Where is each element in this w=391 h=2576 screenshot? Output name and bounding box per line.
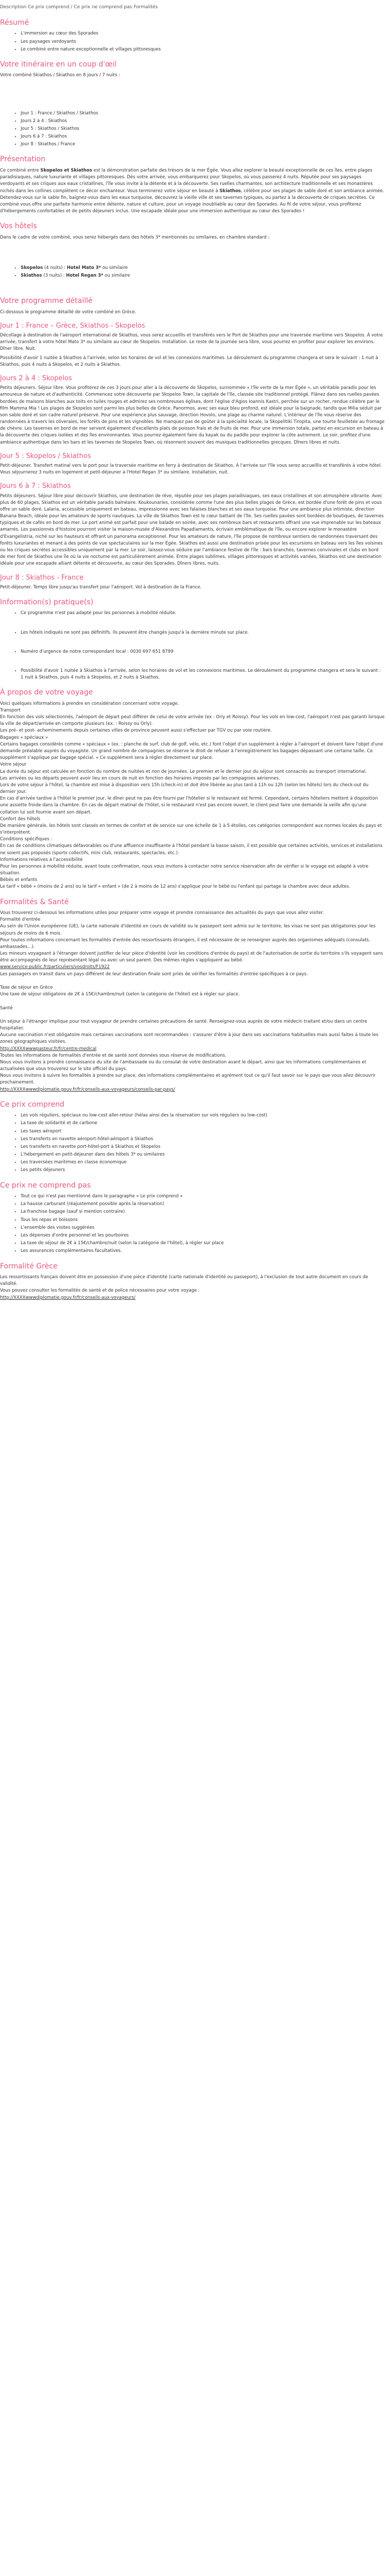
hotel-suffix: ou similaire bbox=[103, 273, 131, 279]
list-item: • Numéro d'urgence de notre correspondant local : 0030 697 651 8799 bbox=[21, 649, 385, 655]
list-item: • L'immersion au cœur des Sporades bbox=[21, 30, 385, 37]
text-line: Informations relatives à l'accessibilité bbox=[0, 857, 83, 862]
about-lines bbox=[0, 701, 385, 891]
text-line bbox=[0, 998, 385, 1005]
includes-list bbox=[0, 1112, 385, 1174]
day-text: Petits déjeuners. Séjour libre pour découvrir Skiathos, une destination de rêve, réputée pour ses plages paradisiaques, ses eaux cristallines et son atmosphère vibrante. Avec plus de 60 plages, Skiathos est un véritable paradis balnéaire. Koukounaries, considérée comme l'une des plus belles plages de Grèce, est bordée d'une forêt de pins et vous offre un sable doré. Lalaria, accessible uniquement en bateau, impressionne avec ses falaises blanches et ses eaux turquoise. Pour une ambiance plus intimiste, direction Banana Beach, idéale pour les amateurs de sports nautiques. La ville de Skiathos Town est le cœur battant de l'île. Ses ruelles pavées sont bordées de boutiques, de tavernes typiques et de cafés en bord de mer. Le port animé est parfait pour une balade en soirée, avec ses nombreux bars et restaurants offrant une vue imprenable sur les bateaux amarrés. Les passionnés d'histoire pourront visiter la maison-musée d'Alexandros Papadiamantis, écrivain emblématique de l'île, ou encore explorer le monastère d'Evangelistria, niché sur les hauteurs et offrant un panorama exceptionnel. Pour les amateurs de nature, l'île propose de nombreux sentiers de randonnées traversant des forêts luxuriantes et menant à des points de vue spectaculaires sur la mer Égée. Skiathos est aussi une destination prisée pour les excursions en bateau vers les îles voisines ou les criques secrètes accessibles uniquement par la mer. Le soir, laissez-vous séduire par l'ambiance festive de l'île : bars branchés, tavernes conviviales et clubs en bord de mer font de Skiathos une île où la vie nocturne est particulièrement animée. Entre plages sublimes, villages pittoresques et activités variées, Skiathos est une destination idéale pour une escapade alliant détente et découverte, au cœur des Sporades. Dîners libres, nuits. bbox=[0, 493, 384, 567]
external-link[interactable]: http://XXXXwwwdiplomatie.gouv.fr/fr/conseils-aux-voyageurs/conseils-par-pays/ bbox=[0, 1087, 175, 1092]
text-line: Les pré- et post- acheminements depuis certaines villes de province peuvent aussi s'effectuer par TGV ou par voie routière. bbox=[0, 728, 272, 734]
day-text: Petit-déjeuner. Transfert matinal vers le port pour la traversée maritime en ferry à destination de Skiathos. À l'arrivée sur l'île vous serez accueillis et transférés à votre hôtel. Vous séjournerez 3 nuits en logement et petit-déjeuner à l'Hotel Regan 3* ou similaire. Installation, nuit. bbox=[0, 463, 382, 476]
text-line: Transport bbox=[0, 707, 21, 713]
list-item: • Les dépenses d'ordre personnel et les pourboires bbox=[21, 1232, 385, 1239]
text-line: Confort des hôtels bbox=[0, 816, 40, 822]
text-line: Un séjour à l'étranger implique pour tout voyageur de prendre certaines précautions de santé. Renseignez-vous auprès de votre médecin traitant et/ou dans un centre hospitalier. bbox=[0, 1019, 367, 1031]
section-heading-programme: Votre programme détaillé bbox=[0, 297, 93, 306]
text-line: En cas de conditions climatiques défavorables ou d'une affluence insuffisante à l'hôtel pendant la basse saison, il est possible que certaines activités, services et installations ne soient pas proposés (sports collectifs, mini club, restaurants, spectacles, etc.). bbox=[0, 843, 383, 856]
text-line: Nous vous invitons à prendre connaissance du site de l'ambassade ou du consulat de votre destination avant le départ, ainsi que les informations complémentaires et actualisées que vous trouverez sur le site officiel du pays. bbox=[0, 1059, 366, 1072]
section-resume bbox=[0, 19, 385, 53]
text-line: Les mineurs voyageant à l'étranger doivent justifier de leur pièce d'identité (voir les conditions d'entrée du pays) et de l'autorisation de sortie du territoire s'ils voyagent sans être accompagnés de leur représentant légal ou avec un seul parent. Des mêmes règles s'appliquent au bébé. bbox=[0, 951, 383, 963]
day-title: Jour 8 : Skiathos - France bbox=[0, 573, 84, 582]
day-text: Petits déjeuners. Séjour libre. Vous profiterez de ces 3 jours pour aller à la découverte de Skopelos, surnommée « l'île verte de la mer Égée », un véritable paradis pour les amoureux de nature et d'authenticité. Commencez votre découverte par Skopelos Town, la capitale de l'île, classée site traditionnel protégé. Flânez dans ses ruelles pavées bordées de maisons blanches aux toits en tuiles rouges et admirez ses nombreuses églises, dont l'église d'Agios Ioannis Kastri, perchée sur un rocher, rendue célèbre par le film Mamma Mia ! Les plages de Skopelos sont parmi les plus belles de Grèce. Panormos, avec ses eaux bleu profond, est idéale pour la baignade, tandis que Milia séduit par son sable doré et son cadre naturel préservé. Pour une expérience plus sauvage, direction Hovolo, une plage au charme naturel. L'intérieur de l'île vous réserve des randonnées à travers les oliveraies, les forêts de pins et les vignobles. Ne manquez pas de goûter à la spécialité locale, la Skopelitiki Tiropita, une tourte feuilletée au fromage de chèvre. Les tavernes en bord de mer servent également d'excellents plats de poisson frais et de fruits de mer. Pour une immersion totale, partez en excursion en bateau à la découverte des criques isolées et des îles environnantes. Vous pourrez également faire du kayak ou du paddle pour explorer la côte autrement. Le soir, profitez d'une ambiance authentique dans les bars et les tavernes de Skopelos Town, où résonnent souvent des musiques traditionnelles grecques. Dîners libres et nuits. bbox=[0, 385, 385, 445]
text-line: Bébés et enfants bbox=[0, 877, 38, 883]
section-health bbox=[0, 898, 385, 1093]
list-item: • Les paysages verdoyants bbox=[21, 39, 385, 45]
section-heading-formality: Formalité Grèce bbox=[0, 1262, 58, 1270]
section-presentation bbox=[0, 155, 385, 215]
section-about bbox=[0, 688, 385, 890]
text-bold: Skiathos bbox=[219, 188, 241, 194]
hotel-nights: (3 nuits) : bbox=[42, 273, 67, 279]
text-line: Une taxe de séjour obligatoire de 2€ à 15€/chambre/nuit (selon la catégorie de l'hôtel) est à régler sur place. bbox=[0, 992, 240, 997]
list-item: • Les vols réguliers, spéciaux ou low-cost aller-retour (hélas ainsi des la réservation sur vols réguliers ou low-cost) bbox=[21, 1112, 385, 1119]
section-programme bbox=[0, 297, 385, 591]
section-heading-practical: Information(s) pratique(s) bbox=[0, 598, 93, 606]
text-line: La durée du séjour est calculée en fonction du nombre de nuitées et non de journées. Le premier et le dernier jour du séjour sont consacrés au transport international. bbox=[0, 769, 367, 774]
external-link[interactable]: http://XXXXwwwpasteur.fr/fr/centre-medical bbox=[0, 1046, 97, 1052]
day-note: Possibilité d'avoir 1 nuitée à Skiathos à l'arrivée, selon les horaires de vol et les connexions maritimes. Le déroulement du programme changera et sera le suivant : 1 nuit à Skiathos, puis 4 nuits à Skopelos, et 2 nuits à Skiathos. bbox=[0, 355, 379, 367]
list-item: • La taxe de séjour de 2€ à 15€/chambre/nuit (selon la catégorie de l'hôtel), à régler sur place bbox=[21, 1240, 385, 1247]
list-item: • Les transferts en navette aéroport-hôtel-aéroport à Skiathos bbox=[21, 1136, 385, 1143]
text-line: Le tarif « bébé » (moins de 2 ans) ou le tarif « enfant » (de 2 à moins de 12 ans) s'applique pour le bébé ou l'enfant qui partage la chambre avec deux adultes. bbox=[0, 884, 350, 890]
external-link[interactable]: http://XXXXwwwdiplomatie.gouv.fr/fr/conseils-aux-voyageurs/ bbox=[0, 1295, 136, 1300]
itinerary-subtitle: Votre combiné Skiathos / Skiathos en 8 jours / 7 nuits : bbox=[0, 73, 120, 78]
list-item: • Tous les repas et boissons bbox=[21, 1217, 385, 1224]
day-text: Petit-déjeuner. Temps libre jusqu'au transfert pour l'aéroport. Vol à destination de la France. bbox=[0, 584, 202, 590]
list-item: • Les petits déjeuners bbox=[21, 1167, 385, 1174]
section-includes bbox=[0, 1100, 385, 1174]
itinerary-list bbox=[0, 110, 385, 148]
text-line: Vous trouverez ci-dessous les informations utiles pour préparer votre voyage et prendre connaissance des actualités du pays que vous allez visiter. bbox=[0, 910, 324, 916]
text-run: est la démonstration parfaite des trésors de la mer Égée. Vous allez explorer la beauté exceptionnelle de ces îles, entre plages paradisiaques, nature luxuriante et villages pittoresques. Dès votre arrivée, vous embarquerez pour Skopelos, où vous passerez 4 nuits. Réputée pour ses paysages verdoyants et ses criques aux eaux cristallines, l'île vous invite à la détente et à la découverte. Ses ruelles charmantes, son architecture traditionnelle et ses monastères nichés dans les collines complètent ce décor enchanteur. Vous terminerez votre séjour en beauté à bbox=[0, 167, 373, 194]
health-lines bbox=[0, 910, 385, 1093]
hotel-nights: (4 nuits) : bbox=[43, 265, 67, 270]
text-line: Les arrivées ou les départs peuvent avoir lieu en cours de nuit en fonction des horaires imposés par les compagnies aériennes. bbox=[0, 775, 280, 781]
text-line: Formalité d'entrée bbox=[0, 917, 41, 923]
hotel-name: Hotel Mato 3* bbox=[67, 265, 101, 270]
day-title: Jour 5 : Skopelos / Skiathos bbox=[0, 452, 91, 460]
list-item: • Le combiné entre nature exceptionnelle et villages pittoresques bbox=[21, 46, 385, 53]
programme-intro: Ci-dessous le programme détaillé de votre combiné en Grèce. bbox=[0, 309, 136, 315]
text-line: Certains bagages considérés comme « spéciaux » (ex. : planche de surf, club de golf, vélo, etc.) font l'objet d'un supplément à régler à l'aéroport et doivent faire l'objet d'une demande préalable auprès du voyagiste. Un grand nombre de compagnies se réserve le droit de refuser à l'enregistrement les bagages dépassant une certaine taille. Ce supplément s'applique par bagage spécial. « Ce supplément sera à régler directement sur place. bbox=[0, 741, 383, 761]
day-title: Jours 6 à 7 : Skiathos bbox=[0, 482, 71, 490]
text-run: , célèbre pour ses plages de sable doré et son ambiance animée. Détendez-vous sur le sable fin, baignez-vous dans les eaux turquoise, découvrez la vieille ville et ses tavernes typiques, ou partez à la découverte de criques secrètes. Ce combiné vous offre une parfaite harmonie entre détente, nature et culture, pour un voyage inoubliable au cœur des Sporades. Au fil de votre séjour, vous profiterez d'hébergements confortables et de petits déjeuners inclus. Une escapade idéale pour une immersion authentique au cœur des Sporades ! bbox=[0, 188, 384, 214]
section-heading-excludes: Ce prix ne comprend pas bbox=[0, 1181, 91, 1190]
text-line: Voici quelques informations à prendre en considération concernant votre voyage. bbox=[0, 701, 179, 706]
excludes-list bbox=[0, 1193, 385, 1255]
list-item: • Tout ce qui n'est pas mentionné dans le paragraphe « Le prix comprend » bbox=[21, 1193, 385, 1200]
text-line: Nous vous invitons à suivre les formalités à prendre sur place, des informations complémentaires et agrément tout ce qu'il faut savoir sur le pays que vous allez découvrir prochainement. bbox=[0, 1073, 376, 1086]
day-title: Jours 2 à 4 : Skopelos bbox=[0, 374, 72, 382]
list-item: • Jour 5 : Skiathos / Skiathos bbox=[21, 126, 385, 132]
list-item: • Ce programme n'est pas adapté pour les personnes à mobilité réduite. bbox=[21, 610, 385, 617]
practical-list bbox=[0, 668, 385, 681]
text-line: Aucune vaccination n'est obligatoire mais certaines vaccinations sont recommandées : s'assurer d'être à jour dans ses vaccinations habituelles mais aussi faites à toute les zones géographiques visitées. bbox=[0, 1032, 379, 1045]
resume-list bbox=[0, 30, 385, 53]
section-practical bbox=[0, 598, 385, 681]
hotel-island: Skiathos bbox=[21, 273, 42, 279]
list-item: • Les taxes aéroport bbox=[21, 1128, 385, 1135]
hotels-intro: Dans le cadre de votre combiné, vous serez hébergés dans des hôtels 3* mentionnés ou similaires, en chambre standard : bbox=[0, 234, 270, 240]
list-item: • Les traversées maritimes en classe économique bbox=[21, 1159, 385, 1166]
hotel-island: Skopelos bbox=[21, 265, 43, 270]
text-line: Conditions spécifiques : bbox=[0, 837, 53, 842]
list-item: • Possibilité d'avoir 1 nuitée à Skiathos à l'arrivée, selon les horaires de vol et les connexions maritimes. Le déroulement du programme changera et sera le suivant : 1 nuit à Skiathos, puis 4 nuits à Skopelos, et 2 nuits à Skiathos. bbox=[21, 668, 385, 681]
text-line: Les passagers en transit dans un pays différent de leur destination finale sont priés de vérifier les formalités d'entrée spécifiques à ce pays. bbox=[0, 971, 308, 977]
day-title: Jour 1 : France – Grèce, Skiathos - Skopelos bbox=[0, 321, 145, 330]
list-item: • L'hébergement en petit-déjeuner dans des hôtels 3* ou similaires bbox=[21, 1151, 385, 1158]
formality-lines bbox=[0, 1274, 385, 1301]
list-item: • La franchise bagage (sauf si mention contraire) bbox=[21, 1209, 385, 1215]
text-line: Taxe de séjour en Grèce bbox=[0, 985, 53, 990]
text-line bbox=[0, 978, 385, 985]
text-line: Pour les personnes à mobilité réduite, avant toute confirmation, nous vous invitons à contacter notre service réservation afin de vérifier si le voyage est adapté à votre situation. bbox=[0, 863, 369, 876]
text-line: Bagages « spéciaux » bbox=[0, 735, 48, 740]
section-heading-includes: Ce prix comprend bbox=[0, 1100, 64, 1109]
list-item: • Jours 2 à 4 : Skiathos bbox=[21, 118, 385, 125]
list-item: • L'ensemble des visites suggérées bbox=[21, 1225, 385, 1231]
section-heading-about: À propos de votre voyage bbox=[0, 688, 93, 697]
list-item: • Jour 1 : France / Skiathos / Skiathos bbox=[21, 110, 385, 117]
practical-list bbox=[0, 610, 385, 617]
text-line bbox=[0, 1012, 385, 1019]
text-line: Santé bbox=[0, 1005, 13, 1011]
section-excludes bbox=[0, 1181, 385, 1255]
section-heading-itinerary: Votre itinéraire en un coup d'œil bbox=[0, 60, 117, 69]
section-hotels bbox=[0, 222, 385, 290]
hotels-list bbox=[0, 265, 385, 279]
text-run: Ce combiné entre bbox=[0, 167, 41, 173]
text-line: En fonction des vols sélectionnés, l'aéroport de départ peut différer de celui de votre arrivée (ex : Orly et Roissy). Pour les vols en low-cost, l'aéroport n'est pas garanti lorsque la ville de départ/arrivée en comporte plusieurs (ex. : Roissy ou Orly). bbox=[0, 715, 385, 727]
list-item: • Les transferts en navette port-hôtel-port à Skiathos et Skopelos bbox=[21, 1144, 385, 1150]
list-item: • Les assurances complémentaires facultatives. bbox=[21, 1248, 385, 1255]
text-bold: Skopelos et Skiathos bbox=[40, 167, 92, 173]
section-formality bbox=[0, 1262, 385, 1301]
text-line: De manière générale, les hôtels sont classés en termes de confort et de service sur une échelle de 1 à 5 étoiles, ces catégories correspondent aux normes locales du pays et s'interprètent. bbox=[0, 823, 382, 836]
day-text: Décollage à destination de l'aéroport international de Skiathos, vous serez accueillis et transférés vers le Port de Skiathos pour une traversée maritime vers Skopelos. À votre arrivée, transfert à votre hôtel Mato 3* ou similaire au cœur de Skopelos. Installation. Le reste de la journée sera libre, vous pourrez en profiter pour explorer les environs. Dîner libre. Nuit. bbox=[0, 333, 383, 352]
list-item: • Les hôtels indiqués ne sont pas définitifs. Ils peuvent être changés jusqu'à la dernière minute sur place. bbox=[21, 630, 385, 636]
section-heading-health: Formalités & Santé bbox=[0, 897, 69, 906]
list-item: • Jours 6 à 7 : Skiathos bbox=[21, 133, 385, 140]
text-line: Lors de votre séjour à l'hôtel, la chambre est mise à disposition vers 15h (check-in) et doit être libérée au plus tard à 11h ou 12h (selon les hôtels) lors du check-out du dernier jour. bbox=[0, 782, 369, 795]
hotel-suffix: ou similaire bbox=[101, 265, 128, 270]
text-line: Pour toutes informations concernant les formalités d'entrée des ressortissants étrangers, il est nécessaire de se renseigner auprès des organismes adéquats (consulats, ambassades...). bbox=[0, 937, 370, 950]
section-heading-resume: Résumé bbox=[0, 18, 29, 27]
practical-list bbox=[0, 649, 385, 655]
hotel-item bbox=[21, 265, 385, 272]
text-line: Les ressortissants français doivent être en possession d'une pièce d'identité (carte nationale d'identité ou passeport), à l'exclusion de tout autre document en cours de validité. bbox=[0, 1275, 368, 1287]
section-heading-hotels: Vos hôtels bbox=[0, 222, 37, 231]
text-line: Votre séjour bbox=[0, 762, 27, 768]
text-line: Toutes les informations de formalités d'entrée et de santé sont données sous réserve de modifications. bbox=[0, 1053, 226, 1058]
presentation-text bbox=[0, 167, 385, 215]
hotel-name: Hotel Regan 3* bbox=[66, 273, 104, 279]
section-itinerary bbox=[0, 60, 385, 148]
section-heading-presentation: Présentation bbox=[0, 155, 45, 164]
external-link[interactable]: www.service-public.fr/particuliers/vosdroits/F1922 bbox=[0, 964, 110, 970]
hotel-item bbox=[21, 273, 385, 279]
page-top-tabs: Description Ce prix comprend / Ce prix ne comprend pas Formalités bbox=[0, 5, 158, 10]
text-line: Vous pouvez consulter les formalités de santé et de police nécessaires pour votre voyage : bbox=[0, 1288, 200, 1294]
practical-list bbox=[0, 630, 385, 636]
list-item: • La hausse carburant (réajustement possible après la réservation) bbox=[21, 1201, 385, 1208]
text-line: Au sein de l'Union européenne (UE), la carte nationale d'identité en cours de validité ou le passeport sont admis sur le territoire, les visas ne sont pas obligatoires pour les séjours de moins de 6 mois. bbox=[0, 924, 376, 936]
list-item: • La taxe de solidarité et de carbone bbox=[21, 1120, 385, 1127]
text-line: En cas d'arrivée tardive à l'hôtel le premier jour, le dîner peut ne pas être fourni par l'hôtelier si le restaurant est fermé. Cependant, certains hôteliers mettent à disposition une assiette froide dans la chambre. En cas de départ matinal de l'hôtel, si le restaurant n'est pas encore ouvert, le client peut faire une demande la veille afin qu'une collation lui soit fournie avant son départ. bbox=[0, 796, 378, 815]
list-item: • Jour 8 : Skiathos / France bbox=[21, 141, 385, 148]
